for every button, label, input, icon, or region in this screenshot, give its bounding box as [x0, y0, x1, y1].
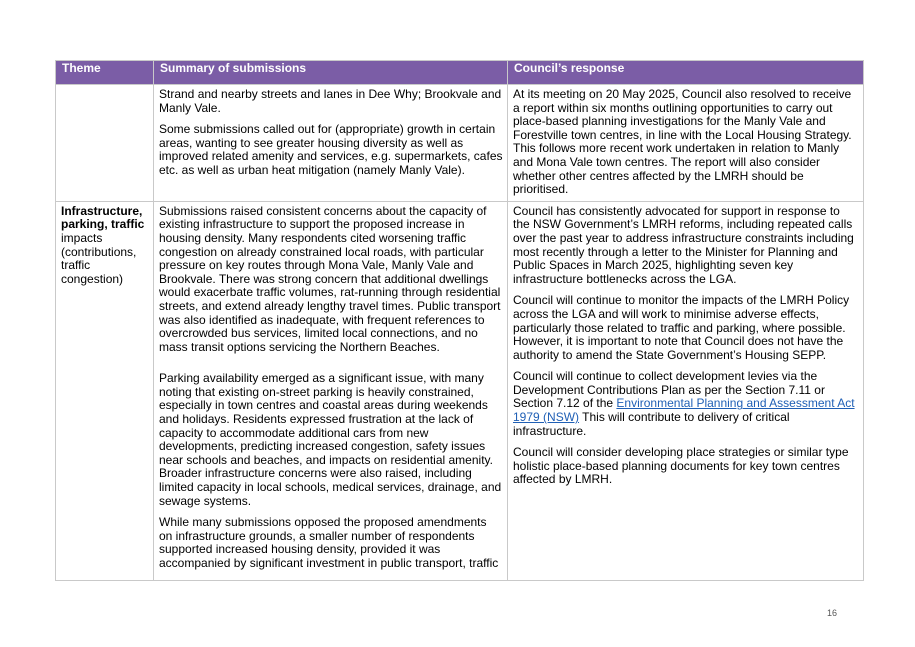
summary-paragraph: Some submissions called out for (appropriate) growth in certain areas, wanting to see greater housing diversity as well as improved related amenity and services, e.g. supermarkets, cafes etc. as well as urban heat mitigation (namely Manly Vale).	[159, 122, 503, 177]
header-summary: Summary of submissions	[154, 61, 508, 85]
response-cell	[508, 85, 864, 202]
theme-title: Infrastructure, parking, traffic	[61, 203, 145, 232]
table-row	[56, 85, 864, 202]
response-paragraph: Council will consider developing place strategies or similar type holistic place-based planning documents for key town centres affected by LMRH.	[513, 445, 849, 487]
theme-cell	[56, 85, 154, 202]
response-cell	[508, 201, 864, 580]
response-paragraph: Council will continue to monitor the impacts of the LMRH Policy across the LGA and will work to minimise adverse effects, particularly those related to traffic and parking, where possible. However, it is important to note that Council does not have the authority to amend the State Government’s Housing SEPP.	[513, 293, 850, 362]
table-row	[56, 201, 864, 580]
page-number: 16	[827, 608, 838, 618]
response-paragraph	[513, 370, 859, 438]
response-paragraph: Council has consistently advocated for support in response to the NSW Government’s LMRH reforms, including repeated calls over the past year to address infrastructure constraints including most recently through a letter to the Minister for Planning and Public Spaces in March 2025, highlighting seven key infrastructure bottlenecks across the LGA.	[513, 203, 854, 286]
summary-paragraph: Submissions raised consistent concerns about the capacity of existing infrastructure to support the proposed increase in housing density. Many respondents cited worsening traffic congestion on already constrained local roads, with particular pressure on key routes through Mona Vale, Manly Vale and Brookvale. There was strong concern that additional dwellings would exacerbate traffic volumes, rat-running through residential streets, and extend already lengthy travel times. Public transport was also identified as inadequate, with frequent references to overcrowded bus services, limited local connections, and no mass transit options servicing the Northern Beaches.	[159, 203, 501, 354]
summary-cell	[154, 201, 508, 580]
epa-act-link[interactable]: Environmental Planning and Assessment Act 1979 (NSW)	[513, 396, 855, 425]
header-response: Council’s response	[508, 61, 864, 85]
header-theme: Theme	[56, 61, 154, 85]
summary-cell	[154, 85, 508, 202]
response-paragraph: At its meeting on 20 May 2025, Council also resolved to receive a report within six months outlining opportunities to carry out place-based planning investigations for the Manly Vale and Forestville town centres, in line with the Local Housing Strategy. This follows more recent work undertaken in relation to Manly and Mona Vale town centres. The report will also consider whether other centres affected by the LMRH should be prioritised.	[513, 87, 852, 197]
summary-paragraph: Strand and nearby streets and lanes in Dee Why; Brookvale and Manly Vale.	[159, 87, 502, 115]
summary-paragraph: Parking availability emerged as a significant issue, with many noting that existing on-street parking is heavily constrained, especially in town centres and coastal areas during weekends and holidays. Residents expressed frustration at the lack of capacity to accommodate additional cars from new developments, predicting increased congestion, safety issues near schools and beaches, and impacts on residential amenity. Broader infrastructure concerns were also raised, including limited capacity in local schools, medical services, drainage, and sewage systems.	[159, 371, 502, 508]
summary-paragraph: While many submissions opposed the proposed amendments on infrastructure grounds, a smaller number of respondents supported increased housing density, provided it was accompanied by significant investment in public transport, traffic	[159, 515, 499, 570]
response-text: Council will continue to collect development levies via the Development Contributions Plan as per the Section 7.11 or Section 7.12 of the	[513, 369, 825, 411]
theme-cell	[56, 201, 154, 580]
table-header-row	[56, 61, 864, 85]
submissions-table	[55, 60, 864, 581]
response-text: This will contribute to delivery of critical infrastructure.	[513, 410, 790, 438]
theme-subtitle: impacts (contributions, traffic congestion)	[61, 230, 137, 286]
